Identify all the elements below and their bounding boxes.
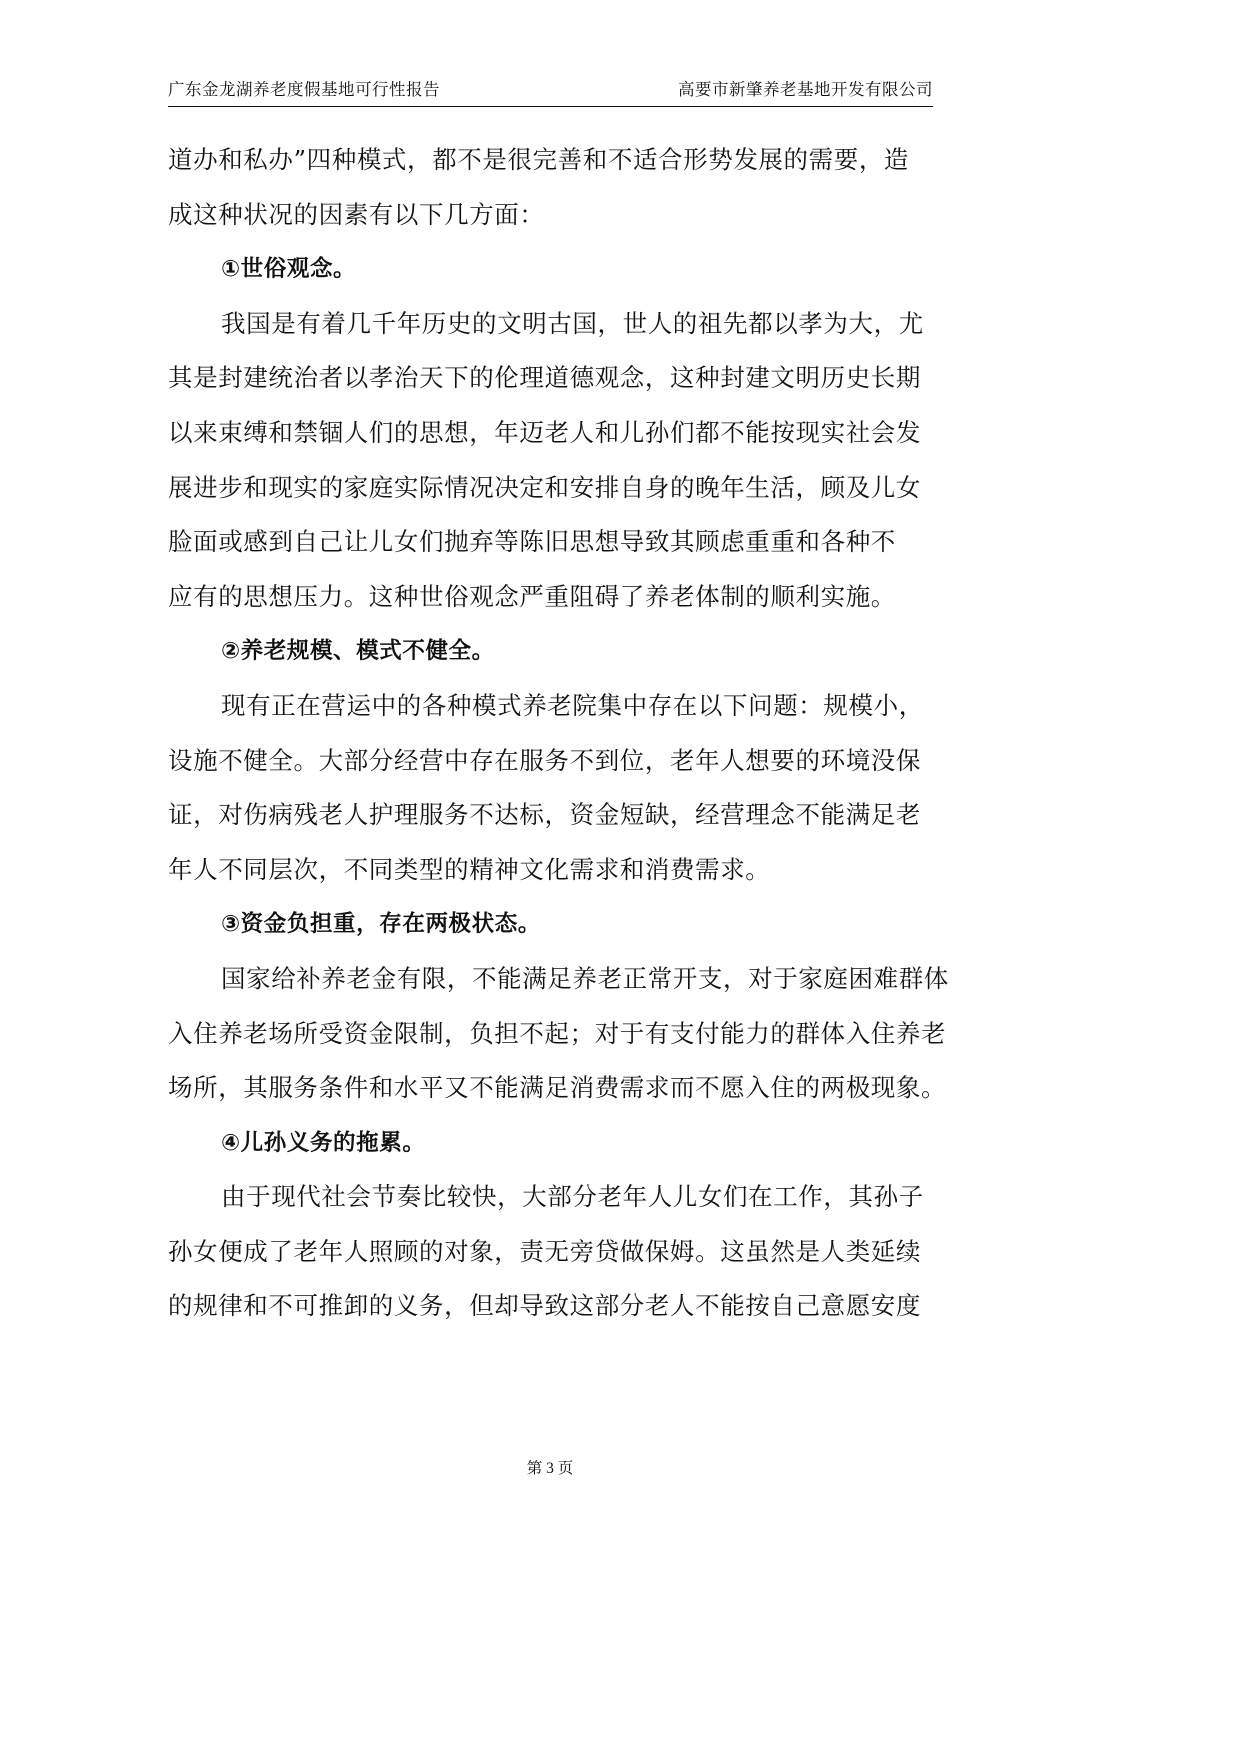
text-line: 场所，其服务条件和水平又不能满足消费需求而不愿入住的两极现象。 bbox=[168, 1073, 947, 1103]
header-report-title: 广东金龙湖养老度假基地可行性报告 bbox=[168, 80, 440, 99]
text-line: 入住养老场所受资金限制，负担不起；对于有支付能力的群体入住养老 bbox=[168, 1018, 947, 1048]
page-number: 第 3 页 bbox=[526, 1460, 574, 1477]
header-company-name: 高要市新肇养老基地开发有限公司 bbox=[678, 80, 933, 99]
paragraph-first-line: 国家给补养老金有限，不能满足养老正常开支，对于家庭困难群体 bbox=[221, 963, 949, 993]
text-line: 设施不健全。大部分经营中存在服务不到位，老年人想要的环境没保 bbox=[168, 745, 921, 775]
text-line: 的规律和不可推卸的义务，但却导致这部分老人不能按自己意愿安度 bbox=[168, 1291, 921, 1321]
paragraph-first-line: 由于现代社会节奏比较快，大部分老年人儿女们在工作，其孙子 bbox=[221, 1182, 924, 1212]
text-line: 应有的思想压力。这种世俗观念严重阻碍了养老体制的顺利实施。 bbox=[168, 581, 896, 611]
text-line: 脸面或感到自己让儿女们抛弃等陈旧思想导致其顾虑重重和各种不 bbox=[168, 527, 896, 557]
text-line: 展进步和现实的家庭实际情况决定和安排自身的晚年生活，顾及儿女 bbox=[168, 472, 921, 502]
text-line: 证，对伤病残老人护理服务不达标，资金短缺，经营理念不能满足老 bbox=[168, 800, 921, 830]
page-header bbox=[168, 76, 933, 107]
document-body bbox=[168, 133, 949, 1334]
text-line: 年人不同层次，不同类型的精神文化需求和消费需求。 bbox=[168, 854, 771, 884]
paragraph-first-line: 我国是有着几千年历史的文明古国，世人的祖先都以孝为大，尤 bbox=[221, 308, 924, 338]
paragraph-first-line: 现有正在营运中的各种模式养老院集中存在以下问题：规模小， bbox=[221, 690, 924, 720]
text-line: 其是封建统治者以孝治天下的伦理道德观念，这种封建文明历史长期 bbox=[168, 363, 921, 393]
text-line: 道办和私办”四种模式，都不是很完善和不适合形势发展的需要，造 bbox=[168, 145, 910, 174]
section-heading: ④儿孙义务的拖累。 bbox=[221, 1129, 426, 1156]
section-heading: ②养老规模、模式不健全。 bbox=[221, 638, 495, 665]
section-heading: ③资金负担重，存在两极状态。 bbox=[221, 911, 541, 938]
section-heading: ①世俗观念。 bbox=[221, 256, 357, 283]
text-line: 成这种状况的因素有以下几方面： bbox=[168, 199, 545, 229]
text-line: 孙女便成了老年人照顾的对象，责无旁贷做保姆。这虽然是人类延续 bbox=[168, 1236, 921, 1266]
text-line: 以来束缚和禁锢人们的思想，年迈老人和儿孙们都不能按现实社会发 bbox=[168, 417, 921, 447]
